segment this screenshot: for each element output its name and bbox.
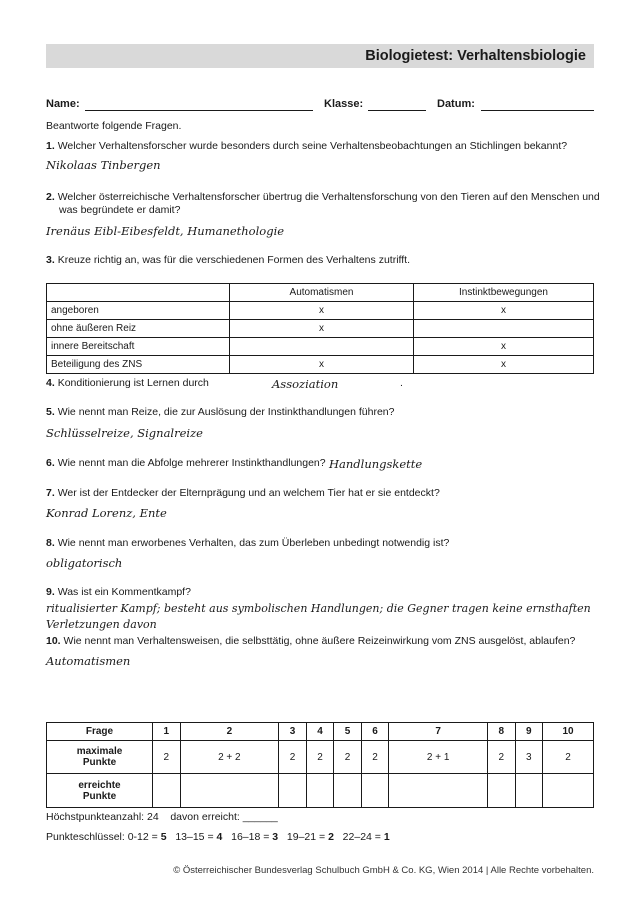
check-cell[interactable] bbox=[414, 320, 594, 338]
question-2: 2. Welcher österreichische Verhaltensforscher übertrug die Verhaltensforschung von den Tieren auf den Menschen und bbox=[46, 191, 600, 203]
check-cell[interactable]: x bbox=[414, 356, 594, 374]
check-cell[interactable]: x bbox=[230, 320, 414, 338]
max-points-cell: 2 bbox=[334, 741, 362, 774]
table-header: Instinktbewegungen bbox=[414, 284, 594, 302]
copyright-footer: © Österreichischer Bundesverlag Schulbuch GmbH & Co. KG, Wien 2014 | Alle Rechte vorbehalten. bbox=[173, 865, 594, 876]
row-label: ohne äußeren Reiz bbox=[47, 320, 230, 338]
answer-4: Assoziation bbox=[272, 377, 339, 391]
page-title: Biologietest: Verhaltensbiologie bbox=[365, 48, 586, 64]
max-points-label: maximale Punkte bbox=[47, 741, 153, 774]
table-row bbox=[47, 356, 594, 374]
score-table bbox=[46, 722, 594, 808]
question-4-end: . bbox=[400, 377, 403, 389]
answer-5: Schlüsselreize, Signalreize bbox=[46, 426, 203, 440]
intro-text: Beantworte folgende Fragen. bbox=[46, 120, 182, 132]
max-points-cell: 2 bbox=[153, 741, 181, 774]
score-header: 5 bbox=[334, 723, 362, 741]
grade-key: Punkteschlüssel: 0-12 = 5 13–15 = 4 16–18 = 3 19–21 = 2 22–24 = 1 bbox=[46, 831, 390, 843]
table-row bbox=[47, 284, 594, 302]
check-cell[interactable]: x bbox=[230, 302, 414, 320]
reached-points-label: erreichte Punkte bbox=[47, 774, 153, 808]
answer-7: Konrad Lorenz, Ente bbox=[46, 506, 167, 520]
row-label: angeboren bbox=[47, 302, 230, 320]
answer-9-line-1: ritualisierter Kampf; besteht aus symbolischen Handlungen; die Gegner tragen keine ernsthaften bbox=[46, 602, 591, 615]
score-header: Frage bbox=[47, 723, 153, 741]
max-points-cell: 2 bbox=[306, 741, 334, 774]
table-row bbox=[47, 302, 594, 320]
class-field[interactable] bbox=[368, 110, 426, 111]
check-cell[interactable] bbox=[230, 338, 414, 356]
reached-points-cell[interactable] bbox=[361, 774, 389, 808]
question-10: 10. Wie nennt man Verhaltensweisen, die selbsttätig, ohne äußere Reizeinwirkung vom ZNS ausgelöst, ablaufen? bbox=[46, 635, 576, 647]
reached-points-cell[interactable] bbox=[153, 774, 181, 808]
score-header: 7 bbox=[389, 723, 488, 741]
date-field[interactable] bbox=[481, 110, 594, 111]
score-header: 8 bbox=[487, 723, 515, 741]
table-row bbox=[47, 320, 594, 338]
max-points-cell: 2 + 2 bbox=[180, 741, 279, 774]
row-label: Beteiligung des ZNS bbox=[47, 356, 230, 374]
table-header: Automatismen bbox=[230, 284, 414, 302]
max-points-cell: 3 bbox=[515, 741, 543, 774]
score-header: 1 bbox=[153, 723, 181, 741]
check-cell[interactable]: x bbox=[414, 338, 594, 356]
check-cell[interactable]: x bbox=[230, 356, 414, 374]
table-row bbox=[47, 741, 594, 774]
table-cell bbox=[47, 284, 230, 302]
table-row bbox=[47, 338, 594, 356]
max-points-cell: 2 bbox=[279, 741, 307, 774]
reached-points-cell[interactable] bbox=[306, 774, 334, 808]
question-5: 5. Wie nennt man Reize, die zur Auslösung der Instinkthandlungen führen? bbox=[46, 406, 395, 418]
question-4: 4. Konditionierung ist Lernen durch bbox=[46, 377, 209, 389]
question-2-line-2: was begründete er damit? bbox=[59, 204, 181, 216]
max-points-cell: 2 bbox=[487, 741, 515, 774]
score-header: 9 bbox=[515, 723, 543, 741]
max-points-cell: 2 bbox=[543, 741, 594, 774]
question-8: 8. Wie nennt man erworbenes Verhalten, das zum Überleben unbedingt notwendig ist? bbox=[46, 537, 450, 549]
title-bar bbox=[46, 44, 594, 68]
question-6: 6. Wie nennt man die Abfolge mehrerer Instinkthandlungen? bbox=[46, 457, 326, 469]
score-header: 4 bbox=[306, 723, 334, 741]
reached-points-cell[interactable] bbox=[279, 774, 307, 808]
answer-1: Nikolaas Tinbergen bbox=[46, 158, 161, 172]
table-row bbox=[47, 723, 594, 741]
answer-6: Handlungskette bbox=[329, 457, 423, 471]
reached-points-cell[interactable] bbox=[487, 774, 515, 808]
reached-points-cell[interactable] bbox=[515, 774, 543, 808]
reached-points-cell[interactable] bbox=[389, 774, 488, 808]
reached-points-cell[interactable] bbox=[180, 774, 279, 808]
row-label: innere Bereitschaft bbox=[47, 338, 230, 356]
table-row bbox=[47, 774, 594, 808]
max-points-cell: 2 bbox=[361, 741, 389, 774]
score-header: 2 bbox=[180, 723, 279, 741]
answer-2: Irenäus Eibl-Eibesfeldt, Humanethologie bbox=[46, 224, 285, 238]
answer-8: obligatorisch bbox=[46, 556, 123, 570]
answer-9-line-2: Verletzungen davon bbox=[46, 618, 157, 631]
question-1: 1. Welcher Verhaltensforscher wurde besonders durch seine Verhaltensbeobachtungen an Stichlingen bekannt? bbox=[46, 140, 568, 152]
class-label: Klasse: bbox=[324, 98, 364, 110]
score-header: 10 bbox=[543, 723, 594, 741]
check-cell[interactable]: x bbox=[414, 302, 594, 320]
score-header: 6 bbox=[361, 723, 389, 741]
name-field[interactable] bbox=[85, 110, 313, 111]
total-points: Höchstpunkteanzahl: 24 davon erreicht: ______ bbox=[46, 811, 278, 823]
max-points-cell: 2 + 1 bbox=[389, 741, 488, 774]
question-3: 3. Kreuze richtig an, was für die verschiedenen Formen des Verhaltens zutrifft. bbox=[46, 254, 411, 266]
answer-10: Automatismen bbox=[46, 654, 131, 668]
behavior-table bbox=[46, 283, 594, 374]
score-header: 3 bbox=[279, 723, 307, 741]
date-label: Datum: bbox=[437, 98, 475, 110]
question-9: 9. Was ist ein Kommentkampf? bbox=[46, 586, 191, 598]
question-7: 7. Wer ist der Entdecker der Elternprägung und an welchem Tier hat er sie entdeckt? bbox=[46, 487, 440, 499]
reached-points-cell[interactable] bbox=[543, 774, 594, 808]
reached-points-cell[interactable] bbox=[334, 774, 362, 808]
name-label: Name: bbox=[46, 98, 80, 110]
